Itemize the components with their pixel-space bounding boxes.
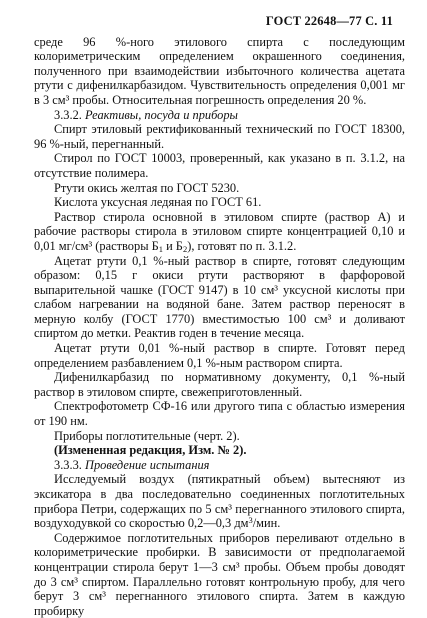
section-title: Проведение испытания xyxy=(85,457,210,472)
page-header: ГОСТ 22648—77 С. 11 xyxy=(265,14,393,28)
section-title: Реактивы, посуда и приборы xyxy=(85,107,238,122)
paragraph-sample-transfer: Содержимое поглотительных приборов переливают отдельно в колориметрические пробирки. В зависимости от предполагаемой концентрации стирола берут 1—3 см³ пробы. Объем пробы доводят до 3 см³ спиртом. Параллельно готовят контрольную пробу, для чего берут 3 см³ перегнанного этилового спирта. Затем в каждую пробирку xyxy=(34,530,405,618)
subscript: 2 xyxy=(182,243,188,254)
text-part: Раствор стирола основной в этиловом спирте (раствор А) и рабочие растворы стирола в этиловом спирте концентрацией 0,10 и 0,01 мг/см³ (растворы Б xyxy=(34,209,405,253)
text-part: ), готовят по п. 3.1.2. xyxy=(187,238,297,253)
paragraph-amendment-note: (Измененная редакция, Изм. № 2). xyxy=(54,443,247,458)
paragraph-styrene-solutions xyxy=(34,210,405,254)
paragraph-mercury-acetate-01: Ацетат ртути 0,1 %-ный раствор в спирте, готовят следующим образом: 0,15 г окиси ртути растворяют в фарфоровой выпарительной чашке (ГОСТ 9147) в 10 см³ уксусной кислоты при слабом нагревании на водяной бане. Затем раствор переносят в мерную колбу (ГОСТ 1770) вместимостью 100 см³ и доливают спиртом до метки. Реактив годен в течение месяца. xyxy=(34,253,405,341)
section-heading-3-3-3 xyxy=(34,458,405,473)
paragraph-ethanol: Спирт этиловый ректификованный технический по ГОСТ 18300, 96 %-ный, перегнанный. xyxy=(34,122,405,151)
superscript: 3 xyxy=(248,515,253,526)
section-number: 3.3.2. xyxy=(54,107,82,122)
paragraph-mercury-oxide: Ртути окись желтая по ГОСТ 5230. xyxy=(54,180,240,195)
paragraph-method-summary: среде 96 %-ного этилового спирта с последующим колориметрическим определением окрашенного соединения, полученного при взаимодействии избыточного количества ацетата ртути с дифенилкарбазидом. Чувствительность определения 0,001 мг в 3 см³ пробы. Относительная погрешность определения 20 %. xyxy=(34,34,405,107)
section-number: 3.3.3. xyxy=(54,457,82,472)
paragraph-absorbers: Приборы поглотительные (черт. 2). xyxy=(54,428,240,443)
paragraph-diphenylcarbazide: Дифенилкарбазид по нормативному документу, 0,1 %-ный раствор в этиловом спирте, свежеприготовленный. xyxy=(34,370,405,399)
text-part: /мин. xyxy=(252,516,281,531)
subscript: 1 xyxy=(158,243,163,254)
section-heading-3-3-2 xyxy=(34,108,405,123)
text-part: Исследуемый воздух (пятикратный объем) вытесняют из эксикатора в два последовательно соединенных поглотительных прибора Петри, содержащих по 5 см³ перегнанного этилового спирта, воздуходувкой со скоростью 0,2—0,3 дм xyxy=(34,472,405,531)
paragraph-styrene: Стирол по ГОСТ 10003, проверенный, как указано в п. 3.1.2, на отсутствие полимера. xyxy=(34,151,405,180)
text-part: и Б xyxy=(162,238,183,253)
paragraph-acetic-acid: Кислота уксусная ледяная по ГОСТ 61. xyxy=(54,195,262,210)
paragraph-mercury-acetate-001: Ацетат ртути 0,01 %-ный раствор в спирте. Готовят перед определением разбавлением 0,1 %-ным раствором спирта. xyxy=(34,341,405,370)
paragraph-spectrophotometer: Спектрофотометр СФ-16 или другого типа с областью измерения от 190 нм. xyxy=(34,399,405,429)
paragraph-air-sampling xyxy=(34,472,405,530)
